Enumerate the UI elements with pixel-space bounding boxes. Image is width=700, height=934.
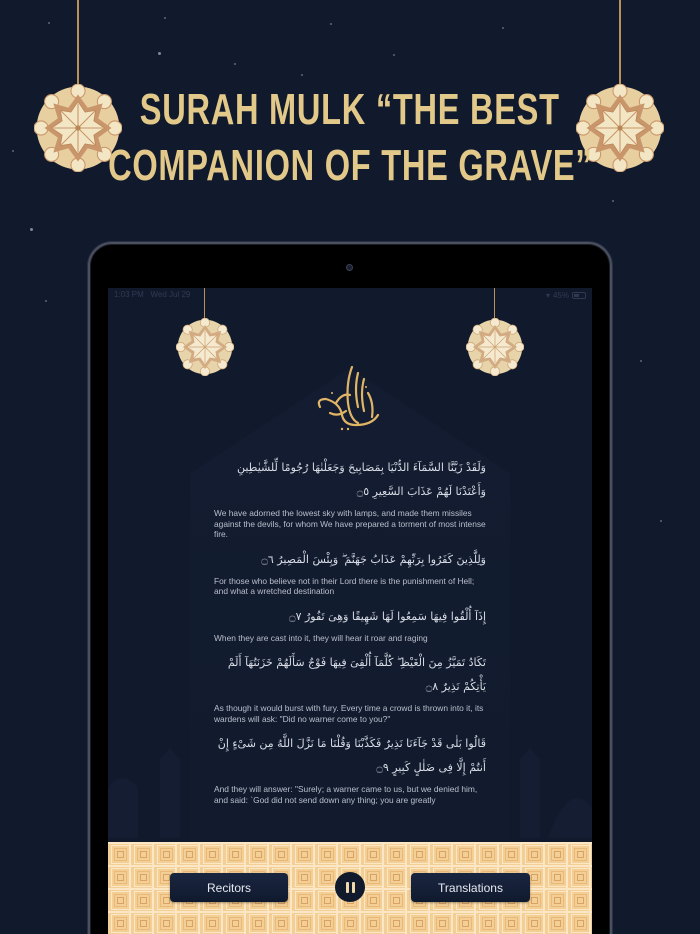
ayah-arabic: وَلِلَّذِينَ كَفَرُوا بِرَبِّهِمْ عَذَابُ جَهَنَّمَ ۖ وَبِئْسَ الْمَصِيرُ ۝٦: [261, 552, 486, 566]
star-decoration: [502, 27, 504, 29]
ornament-string-left: [204, 288, 205, 320]
star-decoration: [640, 360, 642, 362]
star-decoration: [330, 23, 332, 25]
ornament-icon-right: [466, 318, 524, 376]
star-decoration: [660, 520, 662, 522]
ayah-item[interactable]: [214, 548, 486, 597]
ayah-arabic: تَكَادُ تَمَيَّزُ مِنَ الْغَيْظِ ۖ كُلَّمَآ أُلْقِىَ فِيهَا فَوْجٌ سَأَلَهُمْ خَزَنَتُهَآ أَلَمْ يَأْتِكُمْ نَذِيرٌ ۝٨: [227, 656, 486, 693]
star-decoration: [158, 52, 161, 55]
ayah-arabic: وَلَقَدْ زَيَّنَّا السَّمَآءَ الدُّنْيَا بِمَصَابِيحَ وَجَعَلْنٰهَا رُجُومًا لِّلشَّيٰطِينِ وَأَعْتَدْنَا لَهُمْ عَذَابَ السَّعِيرِ ۝٥: [236, 461, 486, 498]
ayah-translation: And they will answer: "Surely; a warner came to us, but we denied him, and said: `God did not send down any thing; you are greatly: [214, 784, 478, 805]
star-decoration: [48, 22, 50, 24]
status-bar: [108, 288, 592, 302]
bismillah-calligraphy-icon: [312, 363, 388, 433]
ayah-translation: When they are cast into it, they will hear it roar and raging: [214, 632, 428, 643]
app-screen: [108, 288, 592, 934]
ayah-item[interactable]: [214, 605, 486, 644]
ayah-item[interactable]: [214, 651, 486, 724]
status-time: 1:03 PM: [114, 290, 144, 299]
ayah-arabic: قَالُوا بَلٰى قَدْ جَآءَنَا نَذِيرٌ فَكَذَّبْنَا وَقُلْنَا مَا نَزَّلَ اللَّهُ مِن شَىْءٍ إِنْ أَنتُمْ إِلَّا فِى ضَلٰلٍ كَبِيرٍ ۝٩: [217, 737, 486, 774]
ornament-string-right: [494, 288, 495, 320]
ayah-translation: As though it would burst with fury. Every time a crowd is thrown into it, its wardens will ask: "Did no warner come to you?": [214, 703, 484, 724]
star-decoration: [301, 74, 303, 76]
translations-button[interactable]: Translations: [411, 873, 530, 902]
headline-line-2: COMPANION OF THE GRAVE”: [107, 141, 593, 190]
ayah-arabic: إِذَآ أُلْقُوا فِيهَا سَمِعُوا لَهَا شَهِيقًا وَهِىَ تَفُورُ ۝٧: [289, 609, 486, 623]
pause-button[interactable]: [335, 872, 365, 902]
ornament-string-right: [619, 0, 621, 88]
star-decoration: [30, 228, 33, 231]
star-decoration: [234, 63, 236, 65]
ornament-string-left: [77, 0, 79, 88]
star-decoration: [164, 17, 166, 19]
star-decoration: [612, 200, 614, 202]
ayah-translation: For those who believe not in their Lord there is the punishment of Hell; and what a wretched destination: [214, 575, 475, 596]
ayah-item[interactable]: [214, 732, 486, 805]
recitors-button[interactable]: Recitors: [170, 873, 288, 902]
pause-icon: [352, 882, 355, 893]
battery-icon: [572, 292, 586, 299]
camera-icon: [346, 264, 353, 271]
ayah-translation: We have adorned the lowest sky with lamps, and made them missiles against the devils, for whom We have prepared a torment of most intense fire.: [214, 508, 486, 539]
pause-icon: [346, 882, 349, 893]
ayah-item[interactable]: [214, 456, 486, 540]
promo-headline: [0, 82, 700, 194]
ornament-icon-left: [176, 318, 234, 376]
verse-list[interactable]: [214, 456, 486, 813]
status-date: Wed Jul 29: [150, 290, 191, 299]
player-control-bar: [108, 842, 592, 934]
wifi-icon: ▾: [545, 290, 550, 300]
headline-line-1: SURAH MULK “THE BEST: [140, 85, 560, 134]
star-decoration: [393, 54, 395, 56]
battery-percent: 45%: [552, 290, 569, 300]
star-decoration: [45, 300, 47, 302]
